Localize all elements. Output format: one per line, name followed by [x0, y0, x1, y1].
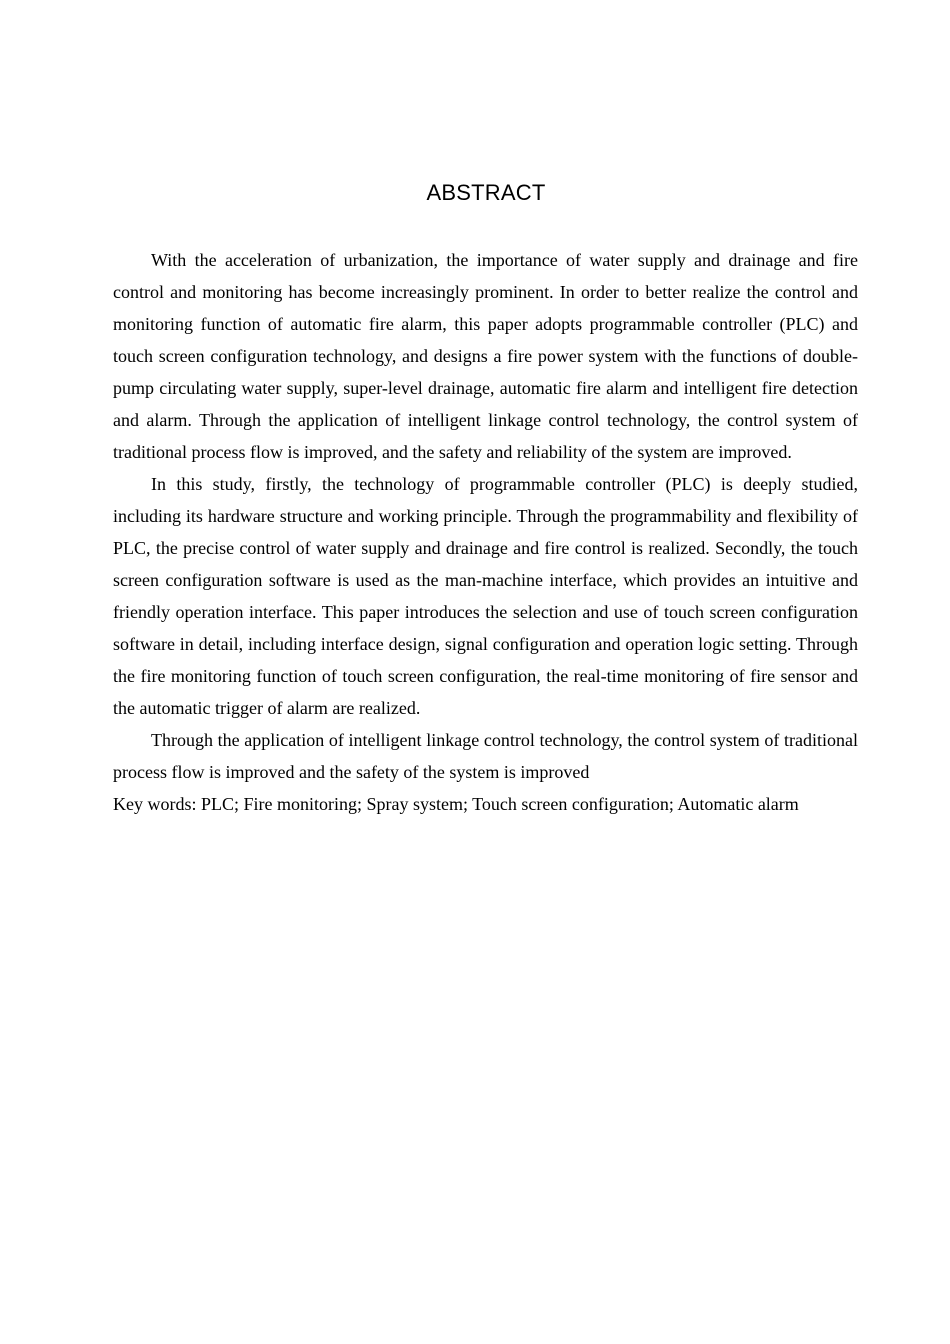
keywords-line: Key words: PLC; Fire monitoring; Spray system; Touch screen configuration; Automatic alarm: [113, 794, 799, 814]
abstract-body: [113, 244, 858, 820]
abstract-paragraph-3: Through the application of intelligent linkage control technology, the control system of traditional process flow is improved and the safety of the system is improved: [113, 730, 858, 782]
abstract-paragraph-1: With the acceleration of urbanization, the importance of water supply and drainage and fire control and monitoring has become increasingly prominent. In order to better realize the control and monitoring function of automatic fire alarm, this paper adopts programmable controller (PLC) and touch screen configuration technology, and designs a fire power system with the functions of double-pump circulating water supply, super-level drainage, automatic fire alarm and intelligent fire detection and alarm. Through the application of intelligent linkage control technology, the control system of traditional process flow is improved, and the safety and reliability of the system are improved.: [113, 250, 858, 462]
abstract-paragraph-2: In this study, firstly, the technology of programmable controller (PLC) is deeply studied, including its hardware structure and working principle. Through the programmability and flexibility of PLC, the precise control of water supply and drainage and fire control is realized. Secondly, the touch screen configuration software is used as the man-machine interface, which provides an intuitive and friendly operation interface. This paper introduces the selection and use of touch screen configuration software in detail, including interface design, signal configuration and operation logic setting. Through the fire monitoring function of touch screen configuration, the real-time monitoring of fire sensor and the automatic trigger of alarm are realized.: [113, 474, 858, 718]
page-title: ABSTRACT: [426, 180, 546, 205]
